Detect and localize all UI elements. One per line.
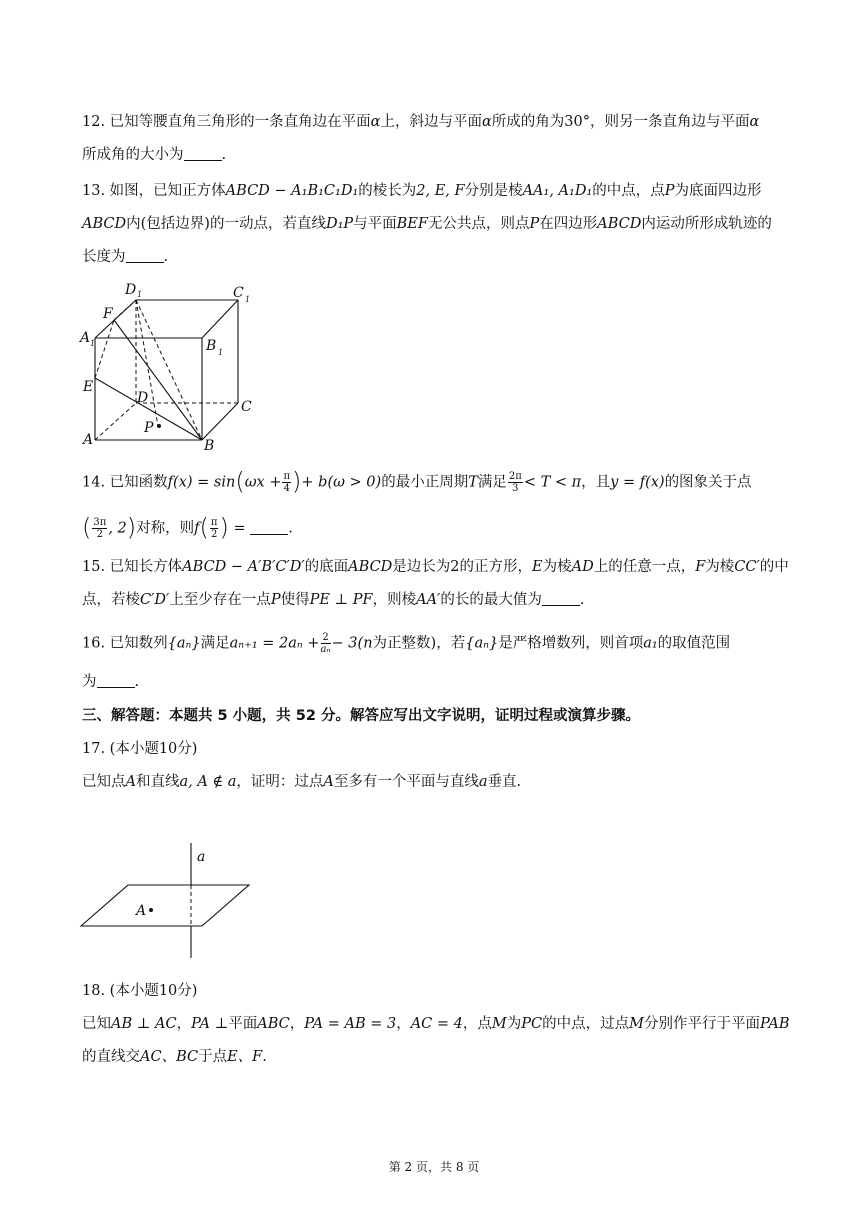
text: 平面: [228, 1016, 258, 1032]
text: 与平面: [353, 216, 397, 232]
text: 长度为: [82, 249, 126, 265]
label-a: A: [83, 432, 94, 448]
text: 14. 已知函数: [82, 474, 168, 491]
text: 为: [506, 1016, 522, 1032]
math: C′D′: [140, 592, 170, 608]
math: P: [664, 183, 675, 199]
edge: [202, 300, 238, 338]
math: ABCD − A₁B₁C₁D₁: [225, 183, 359, 199]
math: PA = AB = 3: [304, 1016, 397, 1032]
q18-line1: [82, 1014, 790, 1034]
text: 的直线交: [82, 1049, 140, 1065]
math: P: [270, 592, 281, 608]
text: 为: [82, 674, 97, 690]
text: 是边长为: [392, 559, 451, 575]
math: BEF: [396, 216, 428, 232]
math: + b(ω > 0): [301, 474, 382, 491]
text: 上，斜边与平面: [380, 114, 482, 130]
label-line-a: a: [197, 849, 206, 865]
label-d1: D: [125, 282, 137, 298]
math: f: [194, 520, 200, 537]
math: E、F: [227, 1049, 263, 1065]
q18-line2: [82, 1047, 267, 1067]
math: M: [491, 1016, 507, 1032]
math: < T < π: [523, 474, 582, 491]
text: 的底面: [304, 559, 349, 575]
plane: [81, 885, 249, 926]
fraction: $\frac{3\pi}{2}$: [93, 517, 107, 540]
math: CC′: [734, 559, 760, 575]
math: ABC: [257, 1016, 290, 1032]
section-heading: 三、解答题：本题共 5 小题，共 52 分。解答应写出文字说明，证明过程或演算步骤。: [82, 708, 640, 724]
math: 2, E, F: [416, 183, 465, 199]
text: 分别作平行于平面: [643, 1016, 760, 1032]
hidden-edge: [136, 300, 158, 426]
text: 15. 已知长方体: [82, 559, 183, 575]
math: a: [478, 774, 488, 790]
math: PE ⊥ PF: [309, 592, 373, 608]
text: 的长的最大值为: [440, 592, 542, 608]
text: ，: [289, 1016, 305, 1032]
math: y = f(x): [610, 474, 665, 491]
point-p: [157, 424, 161, 428]
q17-heading: 17. (本小题10分): [82, 741, 198, 757]
answer-blank: [126, 248, 164, 263]
q13-line3: [82, 247, 168, 267]
math: 2: [450, 559, 460, 575]
hidden-edge: [95, 403, 136, 440]
text: 垂直.: [487, 774, 522, 790]
text: .: [221, 147, 227, 163]
math: α: [370, 114, 381, 130]
math: {aₙ}: [167, 635, 201, 652]
paren: (: [235, 467, 245, 496]
math: ABCD: [82, 216, 127, 232]
math: ωx +: [244, 474, 282, 491]
point-a: [149, 908, 153, 912]
fraction: $\frac{2}{\text{aₙ}}$: [320, 632, 331, 655]
text: 上至少存在一点: [169, 592, 271, 608]
text: 的最小正周期: [381, 474, 469, 491]
text: 已知: [82, 1016, 111, 1032]
text: 对称，则: [136, 520, 195, 537]
hidden-edge: [136, 300, 202, 440]
math: =: [233, 520, 246, 537]
label-d: D: [137, 390, 149, 406]
q13-line1: [82, 181, 762, 201]
text: 所成角的大小为: [82, 147, 184, 163]
label-c: C: [241, 399, 252, 415]
text: 为棱: [542, 559, 572, 575]
paren: ): [126, 513, 137, 542]
text: 于点: [198, 1049, 228, 1065]
math: PAB: [759, 1016, 790, 1032]
math: AB ⊥ AC: [111, 1016, 177, 1032]
q16-line2: [82, 672, 139, 692]
page-footer: 第 2 页，共 8 页: [388, 1160, 480, 1174]
paren: ): [219, 513, 229, 542]
math: F: [695, 559, 706, 575]
text: 是严格增数列，则首项: [498, 635, 644, 652]
text: 内运动所形成轨迹的: [641, 216, 772, 232]
math: AA′: [416, 592, 441, 608]
math: α: [749, 114, 760, 130]
text: 为棱: [705, 559, 735, 575]
fraction: $\frac{\pi}{2}$: [210, 517, 218, 540]
text: 点，若棱: [82, 592, 140, 608]
label-c1: C: [233, 285, 244, 301]
text: ，则另一条直角边与平面: [589, 114, 750, 130]
text: ，证明：过点: [236, 774, 324, 790]
math: f(x) = sin: [167, 474, 236, 491]
math: , 2: [108, 520, 127, 537]
fraction: $\frac{2\pi}{3}$: [508, 471, 522, 494]
edge: [202, 403, 238, 440]
text: ，: [396, 1016, 411, 1032]
text: 满足: [477, 474, 507, 491]
q12-line1: [82, 112, 759, 132]
math: A: [125, 774, 136, 790]
text: 上的任意一点，: [593, 559, 696, 575]
q12-line2: [82, 145, 226, 165]
q14-line1: [82, 467, 752, 496]
text: 的图象关于点: [664, 474, 752, 491]
math: AC、BC: [140, 1049, 199, 1065]
text: ，: [176, 1016, 192, 1032]
math: aₙ₊₁ = 2aₙ +: [229, 635, 320, 652]
subscript: 1: [218, 348, 224, 357]
math: ABCD: [597, 216, 642, 232]
label-b1: B: [206, 338, 217, 354]
subscript: 1: [245, 295, 251, 304]
q16-line1: [82, 632, 730, 655]
text: .: [288, 520, 293, 537]
text: 为正整数)，若: [372, 635, 466, 652]
text: 无公共点，则点: [427, 216, 530, 232]
text: 的中: [759, 559, 789, 575]
answer-blank: [542, 591, 580, 606]
math: P: [529, 216, 540, 232]
paren: ): [292, 467, 302, 496]
text: ，则棱: [372, 592, 417, 608]
text: 至多有一个平面与直线: [333, 774, 479, 790]
text: 在四边形: [539, 216, 598, 232]
answer-blank: [250, 520, 288, 535]
math: a₁: [643, 635, 658, 652]
text: 的正方形，: [459, 559, 533, 575]
text: 16. 已知数列: [82, 635, 168, 652]
math: AA₁, A₁D₁: [522, 183, 593, 199]
math: − 3(: [331, 635, 364, 652]
label-p: P: [144, 420, 154, 436]
plane-line-figure: [78, 840, 258, 965]
math: PA ⊥: [191, 1016, 229, 1032]
label-e: E: [83, 379, 94, 395]
text: 满足: [200, 635, 230, 652]
text: 分别是棱: [464, 183, 523, 199]
math: AD: [571, 559, 594, 575]
math: 30°: [564, 114, 590, 130]
text: 的取值范围: [657, 635, 731, 652]
math: E: [532, 559, 543, 575]
cube-figure: [78, 278, 268, 458]
text: .: [579, 592, 585, 608]
text: 和直线: [135, 774, 180, 790]
text: 已知点: [82, 774, 126, 790]
paren: (: [199, 513, 209, 542]
q13-line2: [82, 214, 772, 234]
text: 为底面四边形: [674, 183, 762, 199]
text: 13. 如图，已知正方体: [82, 183, 226, 199]
fraction: $\frac{\pi}{4}$: [283, 471, 291, 494]
text: 所成的角为: [491, 114, 565, 130]
math: n: [363, 635, 373, 652]
math: AC = 4: [410, 1016, 463, 1032]
label-f: F: [103, 306, 113, 322]
paren: (: [82, 513, 92, 542]
text: .: [134, 674, 140, 690]
text: 12. 已知等腰直角三角形的一条直角边在平面: [82, 114, 371, 130]
q17-line1: [82, 772, 521, 792]
math: a, A ∉ a: [179, 774, 237, 790]
text: 的中点，点: [592, 183, 665, 199]
q15-line1: [82, 557, 789, 577]
q18-heading: 18. (本小题10分): [82, 983, 198, 999]
text: ，点: [462, 1016, 492, 1032]
subscript: 1: [137, 290, 143, 299]
math: PC: [521, 1016, 543, 1032]
text: .: [163, 249, 169, 265]
text: ，且: [581, 474, 611, 491]
label-point-a: A: [136, 903, 147, 919]
answer-blank: [184, 146, 222, 161]
text: 使得: [280, 592, 310, 608]
math: ABCD − A′B′C′D′: [182, 559, 305, 575]
answer-blank: [97, 673, 135, 688]
text: 内(包括边界)的一动点，若直线: [126, 216, 326, 232]
label-a1: A: [80, 330, 91, 346]
math: ABCD: [348, 559, 393, 575]
text: 的中点，过点: [542, 1016, 630, 1032]
text: 的棱长为: [358, 183, 417, 199]
math: A: [323, 774, 334, 790]
q14-line2: [82, 513, 293, 542]
math: T: [468, 474, 478, 491]
text: .: [262, 1049, 267, 1065]
q15-line2: [82, 590, 584, 610]
label-b: B: [204, 438, 215, 454]
math: α: [481, 114, 492, 130]
math: {aₙ}: [465, 635, 499, 652]
math: M: [629, 1016, 644, 1032]
subscript: 1: [90, 339, 96, 348]
math: D₁P: [325, 216, 354, 232]
